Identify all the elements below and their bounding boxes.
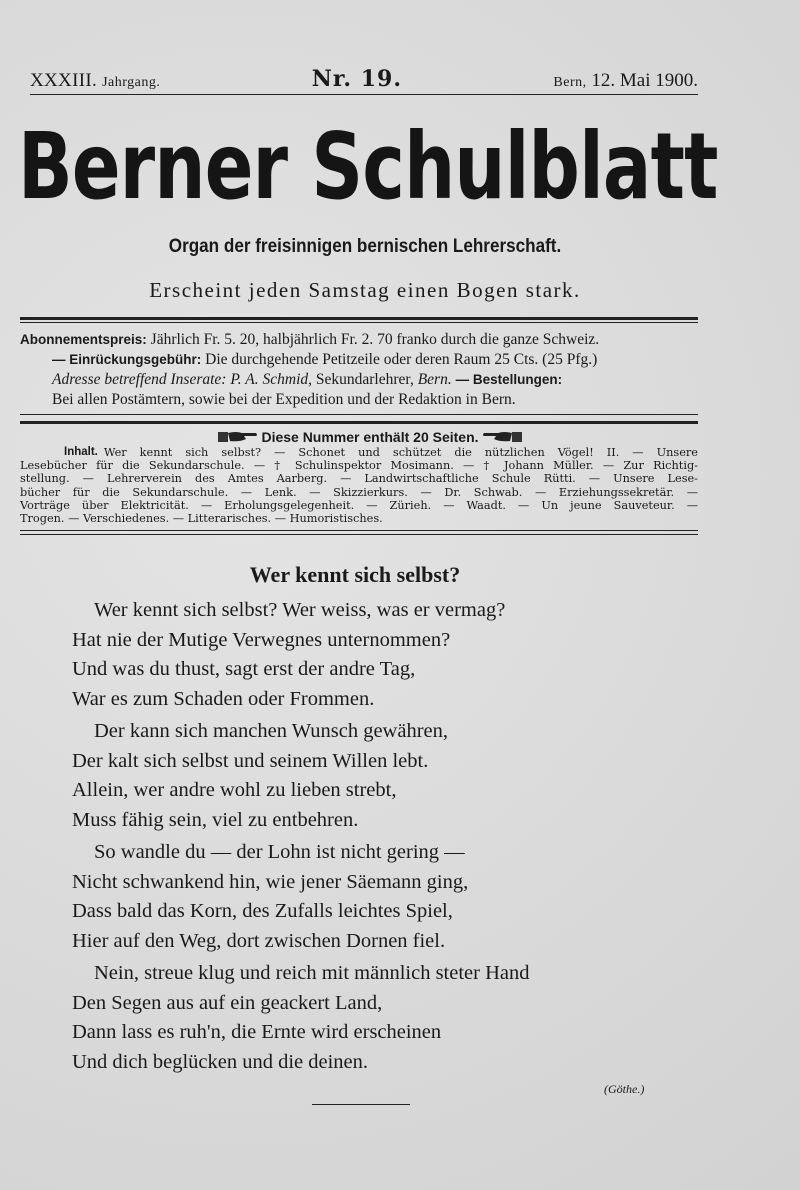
page-count-notice: Diese Nummer enthält 20 Seiten. (0, 429, 740, 447)
address-line: Adresse betreffend Inserate: P. A. Schmid, Sekundarlehrer, Bern. — Bestellungen: (52, 371, 563, 388)
poem-stanza: So wandle du — der Lohn ist nicht gering — Nicht schwankend hin, wie jener Säemann ging, Dass bald das Korn, des Zufalls leichtes Spiel, Hier auf den Weg, dort zwischen Dornen fiel. (72, 841, 469, 952)
poem-title: Wer kennt sich selbst? (249, 562, 461, 587)
publication-frequency: Erscheint jeden Samstag einen Bogen stark. (149, 278, 581, 302)
poem-stanza: Der kann sich manchen Wunsch gewähren, Der kalt sich selbst und seinem Willen lebt. Allein, wer andre wohl zu lieben strebt, Muss fähig sein, viel zu entbehren. (72, 720, 449, 831)
poem-stanza: Nein, streue klug und reich mit männlich steter Hand Den Segen aus auf ein geackert Land, Dann lass es ruh'n, die Ernte wird erscheinen Und dich beglücken und die deinen. (72, 962, 530, 1073)
issue-date: Bern, 12. Mai 1900. (553, 70, 698, 91)
pointing-hand-left-icon (482, 430, 522, 447)
subscription-line: Abonnementspreis: Jährlich Fr. 5. 20, halbjährlich Fr. 2. 70 franko durch die ganze Schweiz. (20, 331, 600, 348)
newspaper-subtitle: Organ der freisinnigen bernischen Lehrerschaft. (168, 236, 562, 257)
poem-author: (Göthe.) (604, 1082, 645, 1096)
poem (72, 596, 530, 1080)
double-rule-bottom-thin2 (20, 534, 698, 535)
issue-number: Nr. 19. (311, 66, 403, 92)
contents-line: Vorträge über Elektricität. — Erholungsgelegenheit. — Zürieh. — Waadt. — Un jeune Sauveteur. — (20, 498, 698, 512)
subscription-info (20, 330, 700, 410)
double-rule-mid-thin (20, 414, 698, 415)
contents-line: bücher für die Sekundarschule. — Lenk. — Skizzierkurs. — Dr. Schwab. — Erziehungssekretär. — (20, 485, 698, 499)
double-rule-bottom-thin1 (20, 530, 698, 531)
insertion-fee-line: — Einrückungsgebühr: Die durchgehende Petitzeile oder deren Raum 25 Cts. (25 Pfg.) (52, 351, 598, 368)
double-rule-top-thick (20, 317, 698, 320)
table-of-contents (20, 446, 698, 525)
newspaper-title: Berner Schulblatt (18, 113, 718, 220)
double-rule-top-thin (20, 322, 698, 323)
poem-stanza: Wer kennt sich selbst? Wer weiss, was er vermag? Hat nie der Mutige Verwegnes unternommen? Und was du thust, sagt erst der andre Tag, War es zum Schaden oder Frommen. (72, 599, 506, 710)
masthead-line (30, 66, 698, 92)
contents-line: stellung. — Lehrerverein des Amtes Aarberg. — Landwirtschaftliche Schule Rütti. — Unsere Lese- (20, 472, 698, 486)
masthead-rule (30, 94, 698, 95)
contents-line: Inhalt. Wer kennt sich selbst? — Schonet und schützet die nützlichen Vögel! II. — Unsere (64, 446, 698, 459)
contents-line: Lesebücher für die Sekundarschule. — † Schulinspektor Mosimann. — † Johann Müller. — Zur Richtig- (20, 459, 698, 473)
contents-line: Trogen. — Verschiedenes. — Litterarisches. — Humoristisches. (20, 512, 383, 526)
double-rule-mid-thick (20, 421, 698, 424)
orders-line: Bei allen Postämtern, sowie bei der Expedition und der Redaktion in Bern. (52, 391, 516, 408)
end-rule (312, 1104, 410, 1105)
volume-label: XXXIII. Jahrgang. (30, 70, 161, 91)
pointing-hand-right-icon (218, 430, 258, 447)
